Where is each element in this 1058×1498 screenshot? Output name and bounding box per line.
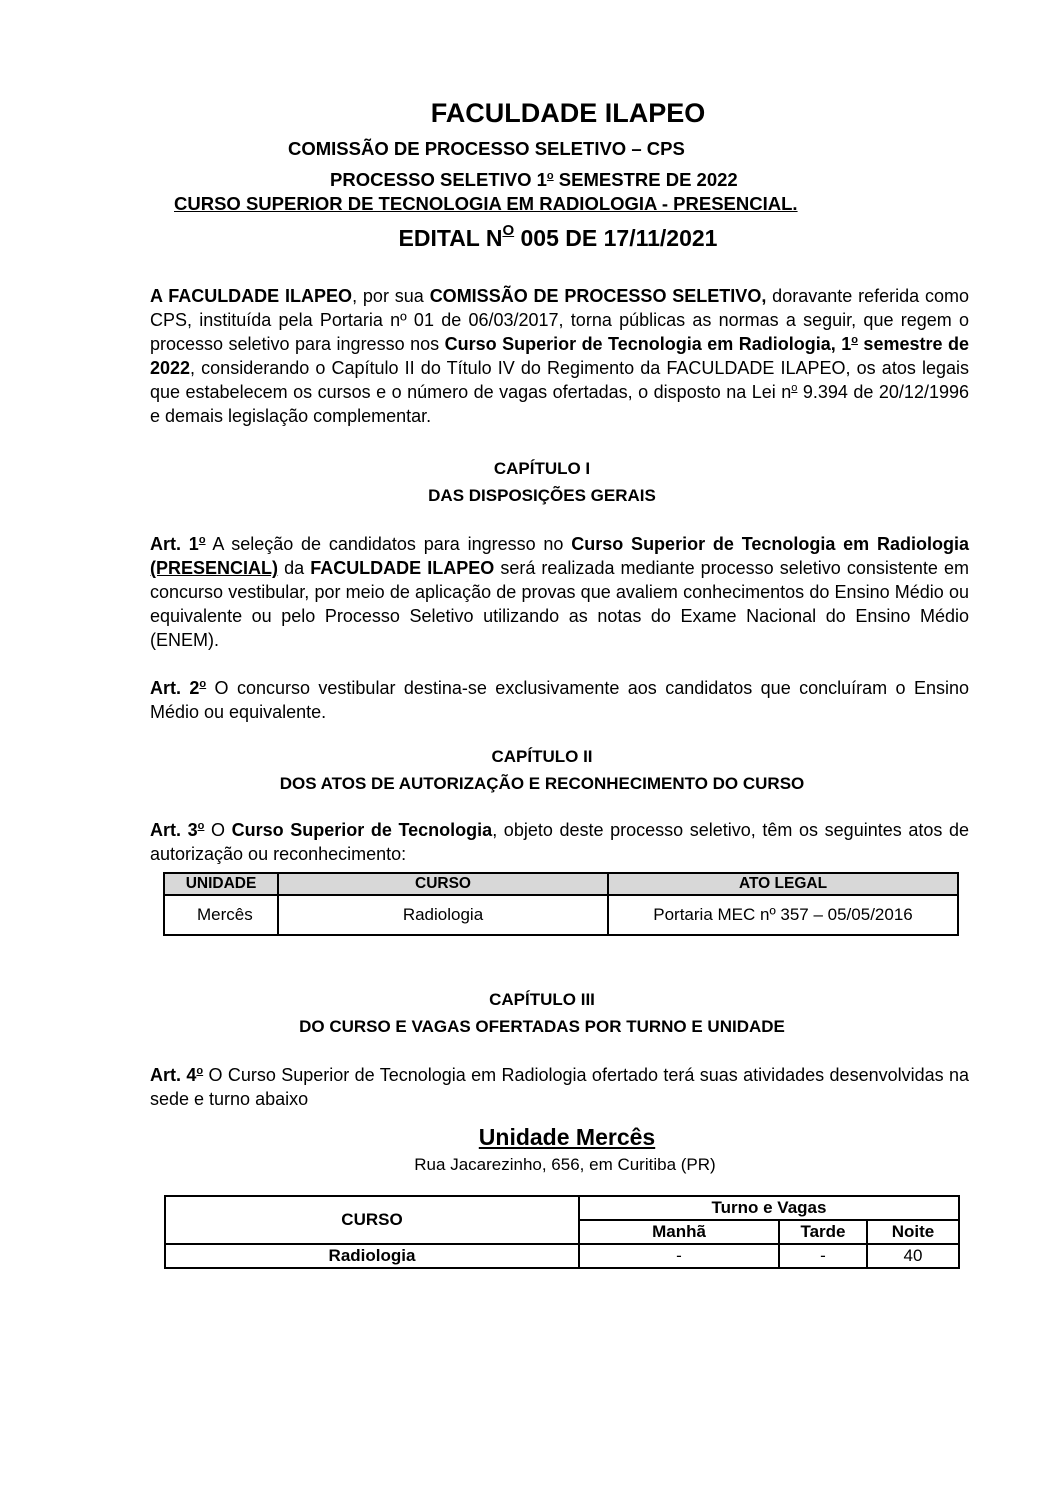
vacancies-table	[164, 1195, 960, 1269]
cell-unit: Mercês	[164, 895, 278, 935]
course-title: CURSO SUPERIOR DE TECNOLOGIA EM RADIOLOGIA - PRESENCIAL.	[174, 193, 798, 214]
cell-course: Radiologia	[278, 895, 608, 935]
process-title: PROCESSO SELETIVO 1$^o$ SEMESTRE DE 2022	[330, 169, 738, 190]
article-3: Art. 3$^o$ O Curso Superior de Tecnologia, objeto deste processo seletivo, têm os seguintes atos de autorização ou reconhecimento:	[150, 820, 970, 864]
header-course: CURSO	[278, 873, 608, 895]
chapter-3-heading: CAPÍTULO III DO CURSO E VAGAS OFERTADAS POR TURNO E UNIDADE	[299, 990, 785, 1036]
legal-acts-table	[163, 872, 959, 936]
header-legal-act: ATO LEGAL	[608, 873, 958, 895]
header-course: CURSO	[165, 1196, 579, 1244]
table-row	[165, 1244, 959, 1268]
table-row	[164, 895, 958, 935]
chapter-1-heading: CAPÍTULO I DAS DISPOSIÇÕES GERAIS	[428, 459, 656, 505]
intro-paragraph: A FACULDADE ILAPEO, por sua COMISSÃO DE PROCESSO SELETIVO, doravante referida como CPS, instituída pela Portaria nº 01 de 06/03/2017, torna públicas as normas a seguir, que regem o processo seletivo para ingresso nos Curso Superior de Tecnologia em Radiologia, 1$^o$ semestre de 2022, considerando o Capítulo II do Título IV do Regimento da FACULDADE ILAPEO, os atos legais que estabelecem os cursos e o número de vagas ofertadas, o disposto na Lei $n^o$ 9.394 de 20/12/1996 e demais legislação complementar.	[150, 286, 970, 426]
article-1: Art. 1$^o$ A seleção de candidatos para ingresso no Curso Superior de Tecnologia em Radiologia (PRESENCIAL) da FACULDADE ILAPEO será realizada mediante processo seletivo consistente em concurso vestibular, por meio de aplicação de provas que avaliem conhecimentos do Ensino Médio ou equivalente ou pelo Processo Seletivo utilizando as notas do Exame Nacional do Ensino Médio (ENEM).	[150, 534, 969, 650]
header-night: Noite	[867, 1220, 959, 1244]
institution-title: FACULDADE ILAPEO	[430, 98, 706, 128]
article-2: Art. 2$^o$ O concurso vestibular destina-se exclusivamente aos candidatos que concluíram o Ensino Médio ou equivalente.	[150, 678, 969, 722]
cell-morning: -	[579, 1244, 779, 1268]
commission-title: COMISSÃO DE PROCESSO SELETIVO – CPS	[288, 138, 685, 159]
cell-night: 40	[867, 1244, 959, 1268]
table-header-row	[165, 1196, 959, 1220]
header-morning: Manhã	[579, 1220, 779, 1244]
article-4: Art. 4$^o$ O Curso Superior de Tecnologia em Radiologia ofertado terá suas atividades desenvolvidas na sede e turno abaixo	[150, 1065, 970, 1109]
unit-name: Unidade Mercês	[478, 1124, 656, 1150]
chapter-2-heading: CAPÍTULO II DOS ATOS DE AUTORIZAÇÃO E RECONHECIMENTO DO CURSO	[279, 747, 805, 793]
cell-course: Radiologia	[165, 1244, 579, 1268]
cell-afternoon: -	[779, 1244, 867, 1268]
cell-legal-act: Portaria MEC nº 357 – 05/05/2016	[608, 895, 958, 935]
header-shifts-group: Turno e Vagas	[579, 1196, 959, 1220]
unit-address: Rua Jacarezinho, 656, em Curitiba (PR)	[414, 1155, 716, 1174]
header-afternoon: Tarde	[779, 1220, 867, 1244]
table-header-row	[164, 873, 958, 895]
header-unit: UNIDADE	[164, 873, 278, 895]
edital-title: EDITAL $N^O$ 005 DE 17/11/2021	[398, 222, 718, 251]
